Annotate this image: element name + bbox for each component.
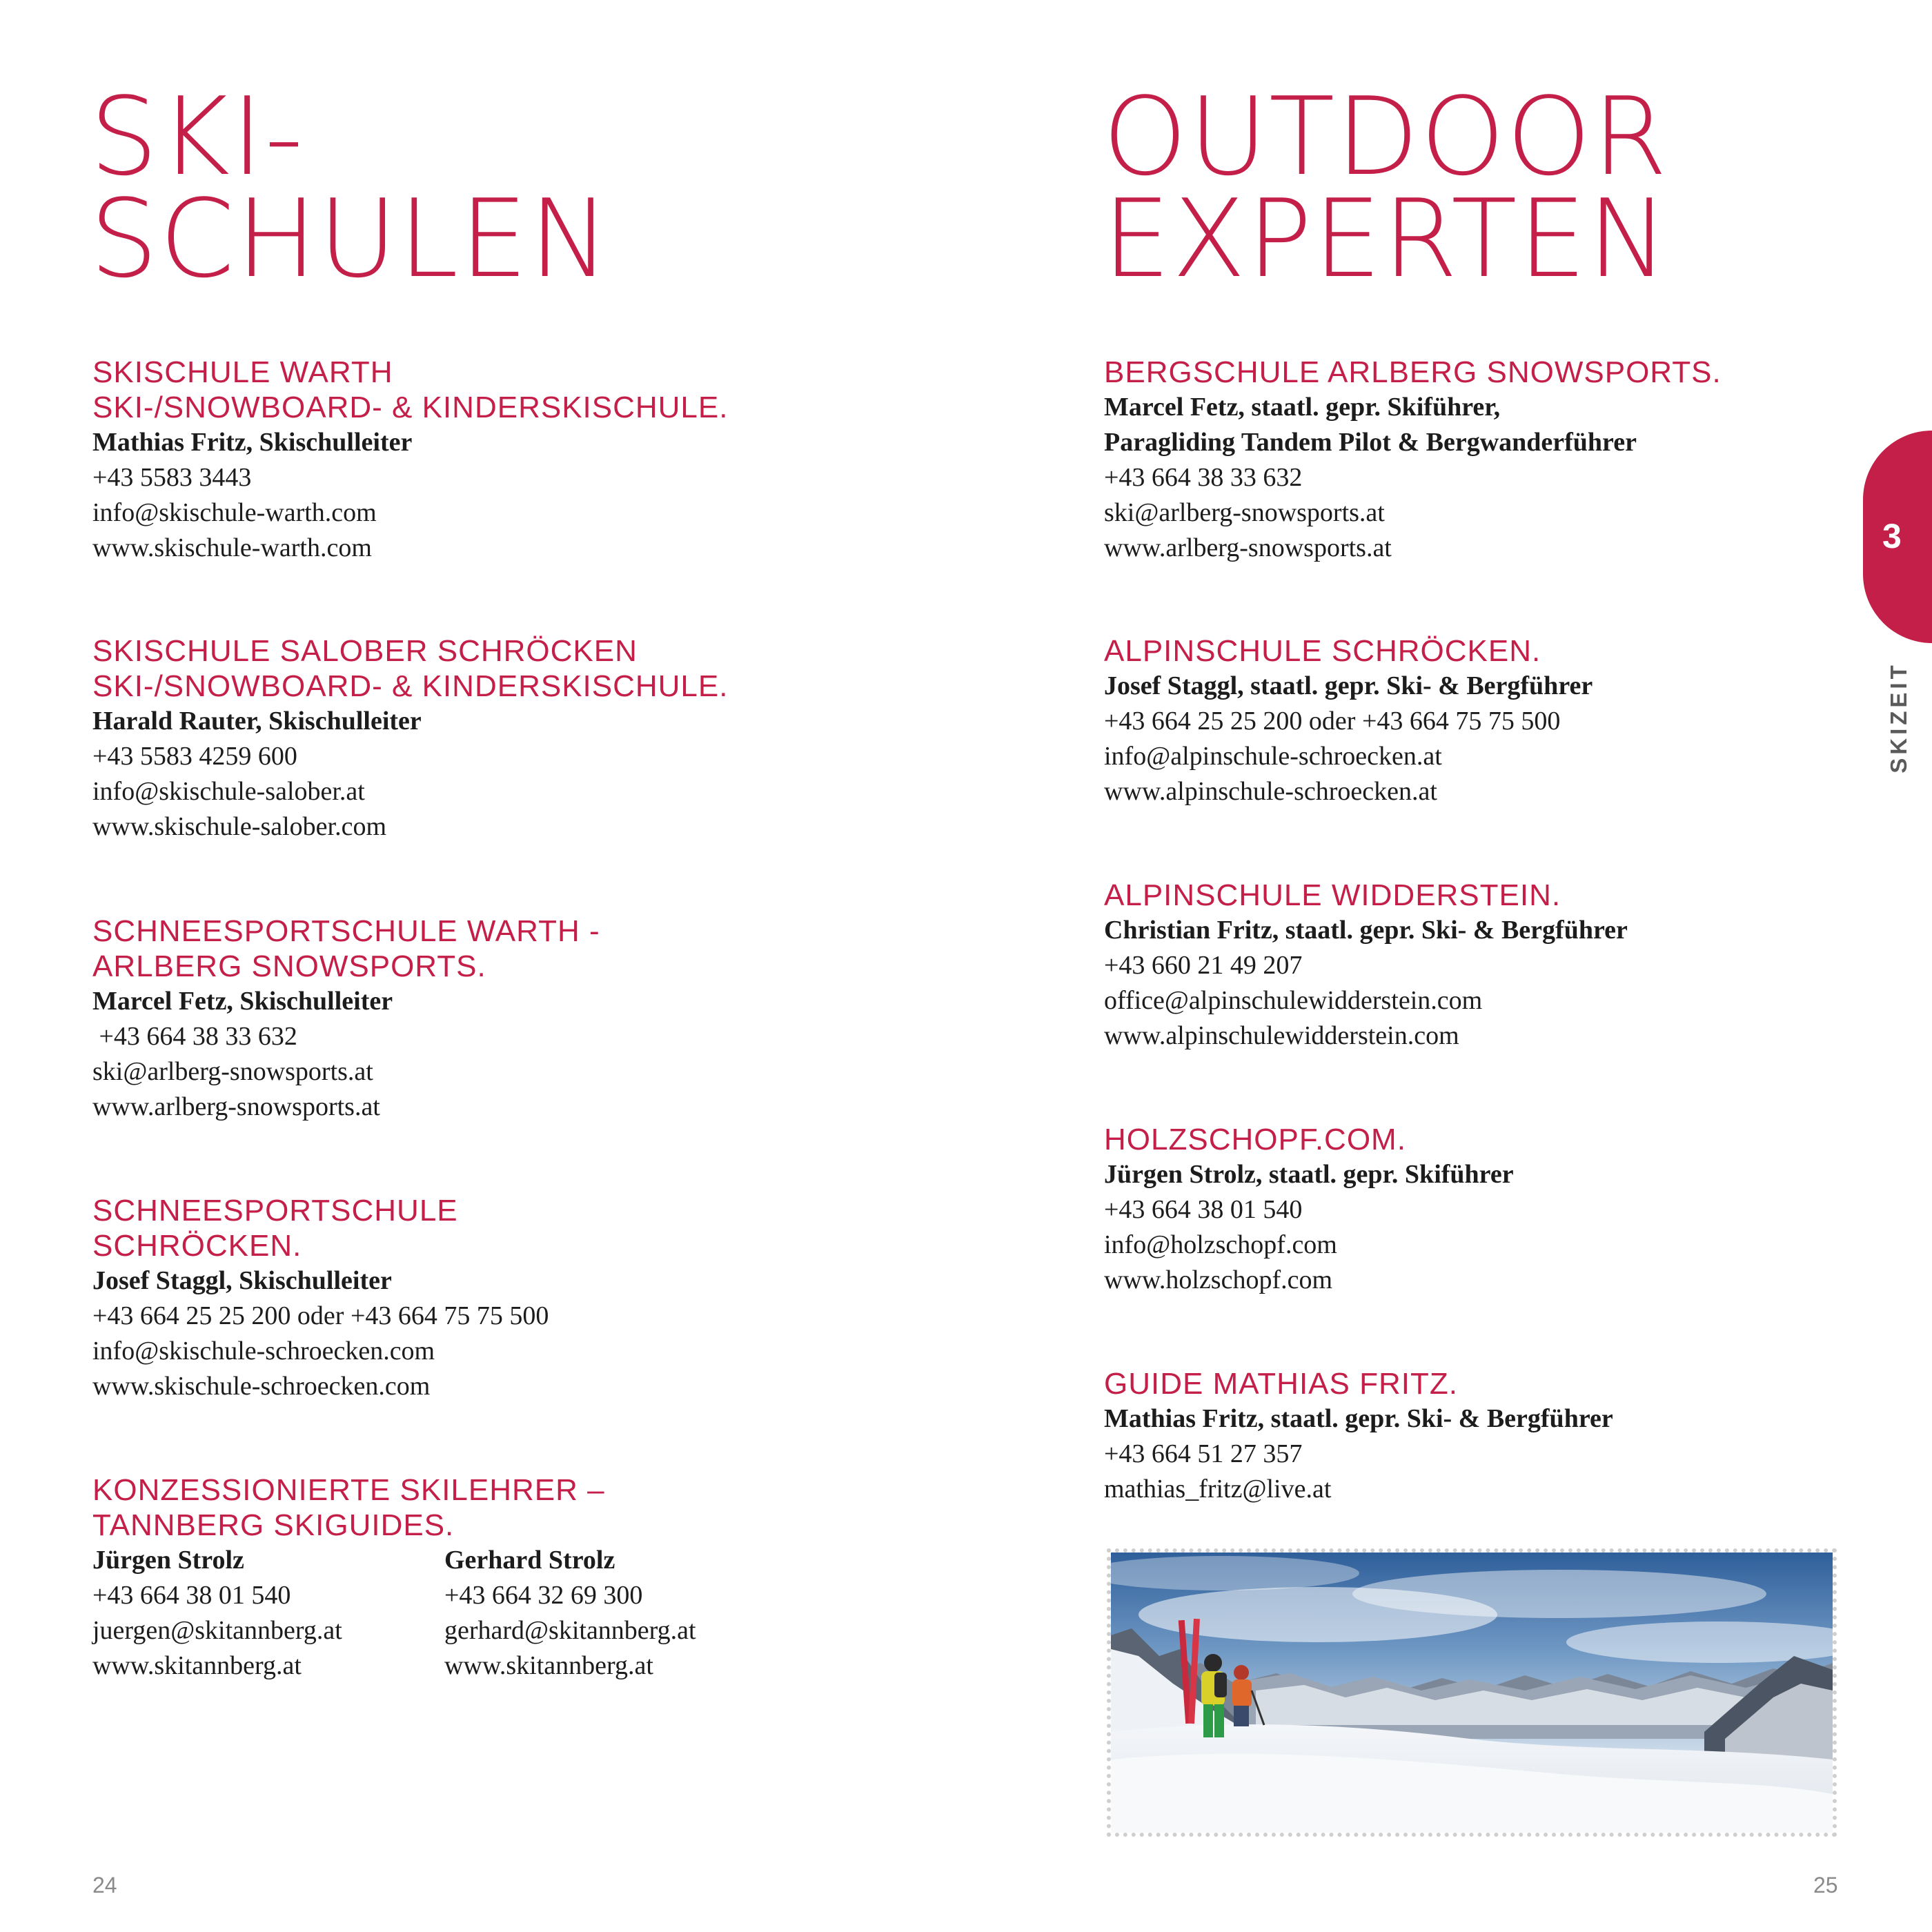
contact-person: Jürgen Strolz, staatl. gepr. Skiführer (1104, 1160, 1514, 1189)
email[interactable]: office@alpinschulewidderstein.com (1104, 986, 1483, 1015)
email[interactable]: info@alpinschule-schroecken.at (1104, 742, 1442, 771)
entry-title: SCHNEESPORTSCHULE SCHRÖCKEN. (92, 1194, 458, 1263)
page-number: 25 (1813, 1873, 1838, 1897)
website[interactable]: www.skischule-warth.com (92, 533, 372, 562)
website[interactable]: www.skischule-schroecken.com (92, 1372, 431, 1401)
page-title-outdoor-experten: OUTDOOR EXPERTEN (1103, 74, 1670, 302)
email[interactable]: juergen@skitannberg.at (92, 1616, 342, 1645)
contact-person: Marcel Fetz, Skischulleiter (92, 987, 393, 1016)
mountain-panorama-image (1111, 1552, 1833, 1833)
entry-title: KONZESSIONIERTE SKILEHRER – TANNBERG SKIGUIDES. (92, 1473, 605, 1542)
chapter-tab[interactable] (1863, 431, 1932, 643)
entry-alpinschule-schroecken (1104, 633, 1593, 809)
chapter-number: 3 (1882, 517, 1902, 555)
phone: +43 5583 3443 (92, 463, 252, 492)
entry-title: GUIDE MATHIAS FRITZ. (1104, 1367, 1458, 1401)
email[interactable]: info@skischule-warth.com (92, 498, 377, 527)
entry-title: HOLZSCHOPF.COM. (1104, 1123, 1406, 1156)
entry-schneesportschule-schroecken (92, 1193, 549, 1404)
page-title-ski-schulen: SKI- SCHULEN (90, 74, 611, 302)
entry-schneesportschule-warth (92, 914, 600, 1125)
email[interactable]: info@skischule-schroecken.com (92, 1337, 435, 1366)
entry-skischule-salober (92, 633, 728, 845)
contact-person: Jürgen Strolz (92, 1546, 244, 1575)
email[interactable]: mathias_fritz@live.at (1104, 1475, 1332, 1504)
phone: +43 664 38 33 632 (92, 1022, 297, 1051)
contact-person: Harald Rauter, Skischulleiter (92, 707, 422, 736)
entry-bergschule-arlberg (1104, 355, 1722, 566)
email[interactable]: gerhard@skitannberg.at (444, 1616, 696, 1645)
contact-person: Mathias Fritz, staatl. gepr. Ski- & Bergführer (1104, 1404, 1613, 1433)
contact-person: Josef Staggl, staatl. gepr. Ski- & Bergführer (1104, 671, 1593, 700)
phone: +43 664 32 69 300 (444, 1581, 643, 1610)
phone: +43 664 51 27 357 (1104, 1439, 1303, 1468)
entry-holzschopf (1104, 1122, 1514, 1298)
section-side-label: SKIZEIT (1886, 662, 1911, 773)
email[interactable]: ski@arlberg-snowsports.at (1104, 498, 1385, 527)
entry-title: ALPINSCHULE SCHRÖCKEN. (1104, 634, 1541, 668)
phone: +43 664 38 01 540 (92, 1581, 291, 1610)
skilehrer-columns (92, 1543, 796, 1684)
entry-title: SKISCHULE WARTH SKI-/SNOWBOARD- & KINDERSKISCHULE. (92, 355, 729, 424)
website[interactable]: www.arlberg-snowsports.at (92, 1092, 380, 1121)
website[interactable]: www.skitannberg.at (92, 1651, 302, 1680)
website[interactable]: www.alpinschulewidderstein.com (1104, 1021, 1459, 1050)
skilehrer-gerhard-strolz (444, 1543, 796, 1684)
contact-person: Christian Fritz, staatl. gepr. Ski- & Bergführer (1104, 916, 1628, 945)
entry-title: SKISCHULE SALOBER SCHRÖCKEN SKI-/SNOWBOARD- & KINDERSKISCHULE. (92, 634, 729, 703)
phone: +43 664 25 25 200 oder +43 664 75 75 500 (1104, 707, 1561, 736)
phone: +43 664 25 25 200 oder +43 664 75 75 500 (92, 1301, 549, 1330)
skiers-mountain-photo (1107, 1548, 1837, 1837)
website[interactable]: www.arlberg-snowsports.at (1104, 533, 1392, 562)
contact-person: Gerhard Strolz (444, 1546, 615, 1575)
website[interactable]: www.holzschopf.com (1104, 1265, 1333, 1294)
entry-title: BERGSCHULE ARLBERG SNOWSPORTS. (1104, 355, 1722, 389)
email[interactable]: ski@arlberg-snowsports.at (92, 1057, 373, 1086)
email[interactable]: info@holzschopf.com (1104, 1230, 1337, 1259)
phone: +43 664 38 33 632 (1104, 463, 1303, 492)
email[interactable]: info@skischule-salober.at (92, 777, 365, 806)
entry-tannberg-skiguides (92, 1472, 796, 1684)
phone: +43 664 38 01 540 (1104, 1195, 1303, 1224)
skilehrer-juergen-strolz (92, 1543, 444, 1684)
contact-person: Josef Staggl, Skischulleiter (92, 1266, 392, 1295)
entry-guide-mathias-fritz (1104, 1366, 1613, 1507)
contact-person-role: Paragliding Tandem Pilot & Bergwanderführer (1104, 428, 1637, 457)
phone: +43 5583 4259 600 (92, 742, 297, 771)
entry-title: SCHNEESPORTSCHULE WARTH - ARLBERG SNOWSPORTS. (92, 914, 600, 983)
entry-alpinschule-widderstein (1104, 878, 1628, 1054)
phone: +43 660 21 49 207 (1104, 951, 1303, 980)
entry-title: ALPINSCHULE WIDDERSTEIN. (1104, 878, 1561, 912)
contact-person: Mathias Fritz, Skischulleiter (92, 428, 413, 457)
website[interactable]: www.skischule-salober.com (92, 812, 386, 841)
contact-person: Marcel Fetz, staatl. gepr. Skiführer, (1104, 393, 1501, 422)
page-number: 24 (92, 1873, 117, 1897)
website[interactable]: www.alpinschule-schroecken.at (1104, 777, 1437, 806)
entry-skischule-warth (92, 355, 728, 566)
website[interactable]: www.skitannberg.at (444, 1651, 653, 1680)
